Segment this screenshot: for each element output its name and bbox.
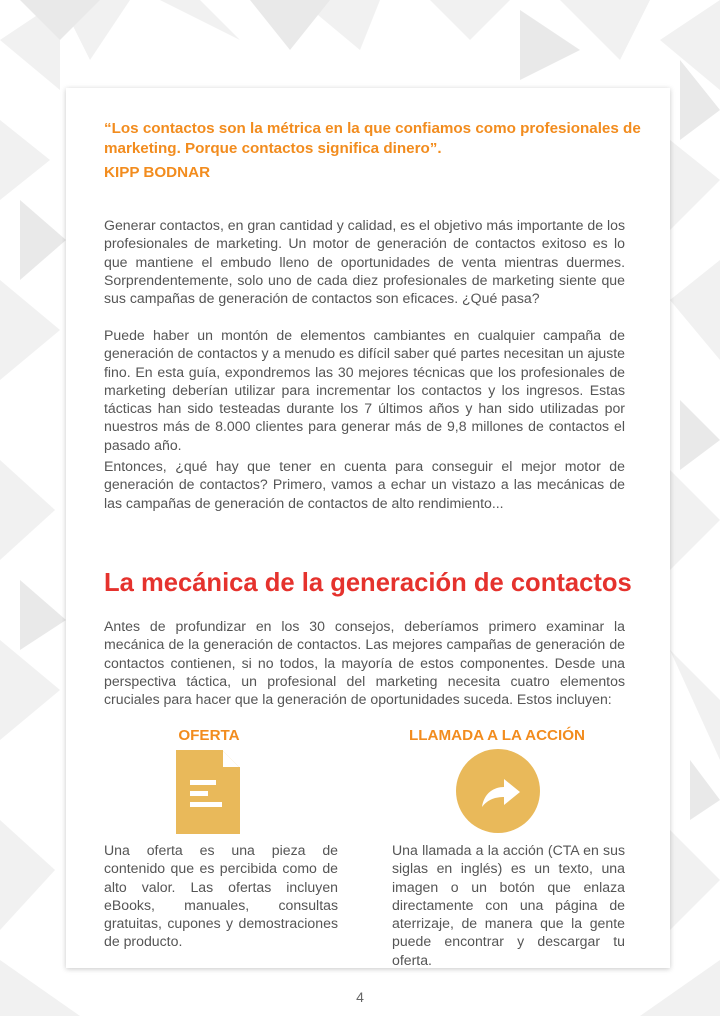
offer-description: Una oferta es una pieza de contenido que es percibida como de alto valor. Las ofertas incluyen eBooks, manuales, consultas gratuitas, cupones y demostraciones de producto. — [104, 842, 338, 950]
pull-quote: “Los contactos son la métrica en la que confiamos como profesionales de marketing. Porque contactos significa dinero”. — [104, 120, 641, 157]
forward-arrow-icon — [456, 749, 540, 833]
intro-paragraph-1: Generar contactos, en gran cantidad y calidad, es el objetivo más importante de los profesionales de marketing. Un motor de generación de contactos exitoso es lo que mantiene el embudo lleno de oportunidades de venta mientras duermes. Sorprendentemente, solo uno de cada diez profesionales de marketing siente que sus campañas de generación de contactos son eficaces. ¿Qué pasa? — [104, 217, 625, 307]
intro-paragraph-3: Entonces, ¿qué hay que tener en cuenta para conseguir el mejor motor de generación de contactos? Primero, vamos a echar un vistazo a las mecánicas de las campañas de generación de contactos de alto rendimiento... — [104, 458, 625, 511]
intro-paragraph-2: Puede haber un montón de elementos cambiantes en cualquier campaña de generación de contactos y a menudo es difícil saber qué partes necesitan un ajuste fino. En esta guía, expondremos las 30 mejores técnicas que los profesionales de marketing deberían utilizar para incrementar los contactos y los ingresos. Estas tácticas han sido testeadas durante los 7 últimos años y han sido utilizadas por nuestros más de 8.000 clientes para generar más de 9,8 millones de contactos el pasado año. — [104, 327, 626, 453]
cta-description: Una llamada a la acción (CTA en sus siglas en inglés) es un texto, una imagen o un botón que enlaza directamente con una página de aterrizaje, de manera que la gente puede encontrar y descargar tu oferta. — [392, 842, 625, 968]
cta-heading: LLAMADA A LA ACCIÓN — [408, 727, 586, 744]
section-paragraph: Antes de profundizar en los 30 consejos, deberíamos primero examinar la mecánica de la generación de contactos. Las mejores campañas de generación de contactos contienen, si no todos, la mayoría de estos componentes. Desde una perspectiva táctica, un profesional del marketing necesita cuatro elementos cruciales para hacer que la generación de oportunidades suceda. Estos incluyen: — [104, 618, 625, 708]
quote-author: KIPP BODNAR — [104, 164, 211, 181]
offer-heading: OFERTA — [178, 727, 240, 744]
document-icon — [176, 750, 240, 834]
page-number: 4 — [356, 989, 364, 1005]
section-title: La mecánica de la generación de contactos — [104, 569, 632, 597]
